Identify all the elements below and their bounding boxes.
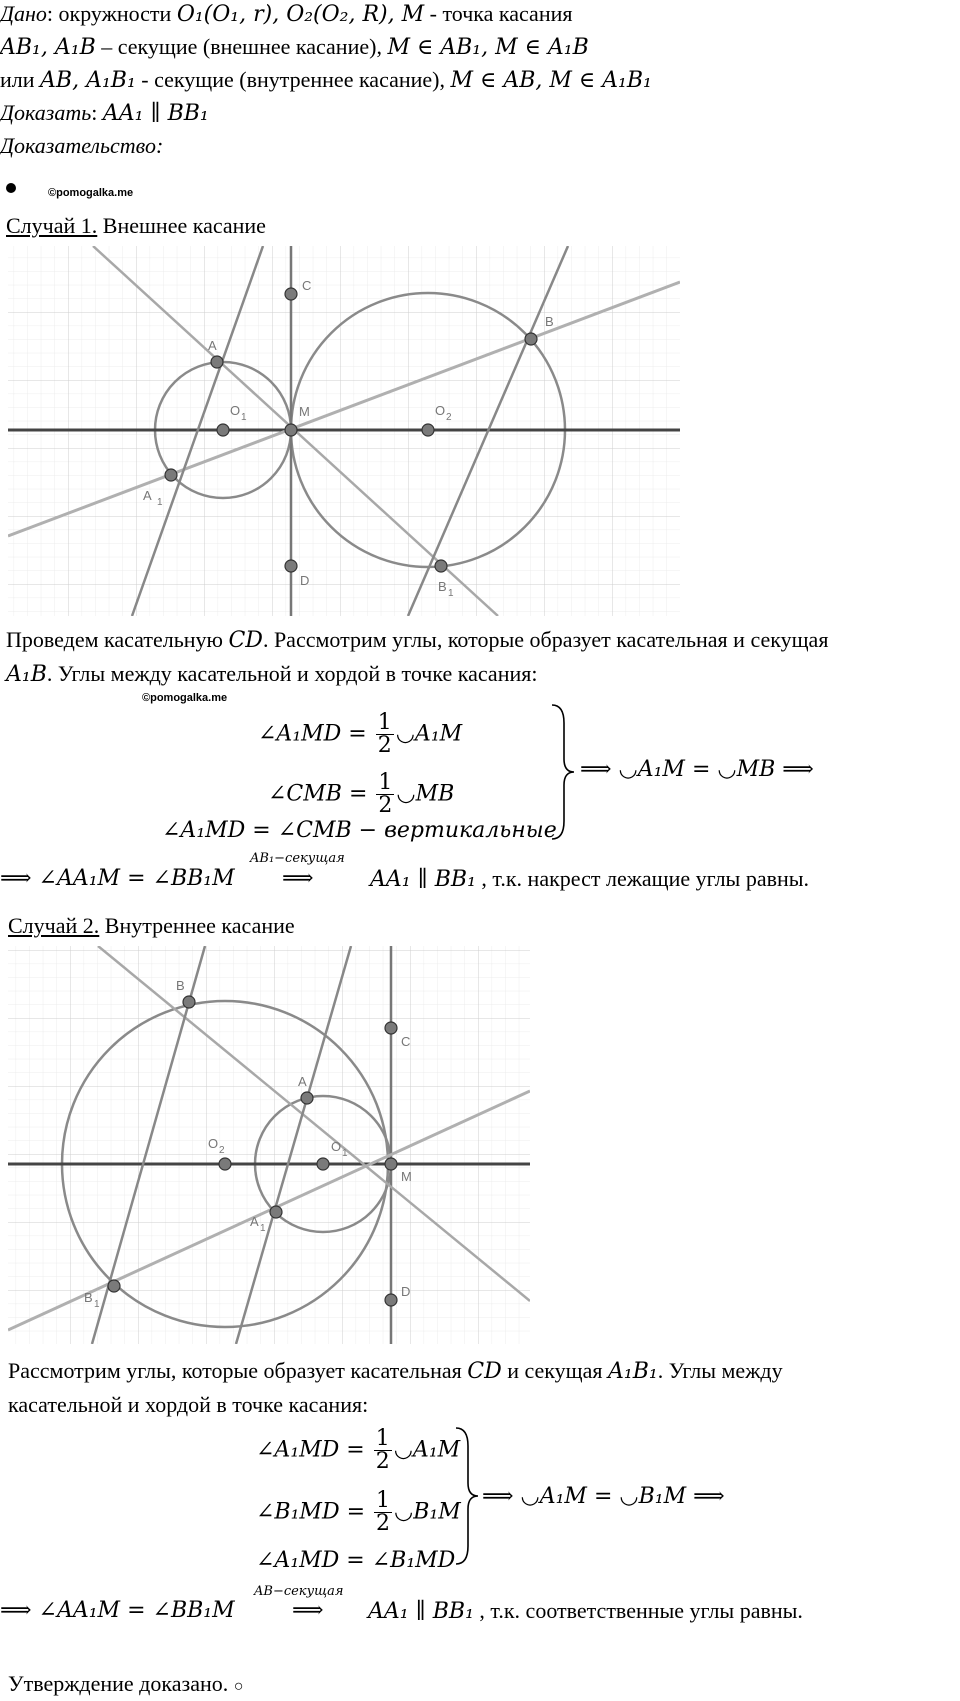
- svg-text:1: 1: [342, 1148, 348, 1159]
- case1-text-1: Проведем касательную 𝐶𝐷. Рассмотрим углы, которые образует касательная и секущая: [6, 627, 829, 653]
- label-d: D: [300, 573, 310, 588]
- point-a-2: [301, 1092, 313, 1104]
- label-c: C: [302, 278, 312, 293]
- point-o1-2: [317, 1158, 329, 1170]
- point-b-2: [183, 996, 195, 1008]
- svg-text:1: 1: [241, 412, 247, 423]
- case1-diagram: [8, 246, 680, 616]
- label-o2: O: [435, 403, 446, 418]
- point-d-2: [385, 1294, 397, 1306]
- given-line-1: Дано: окружности 𝑂₁(𝑂₁, 𝑟), 𝑂₂(𝑂₂, 𝑅), 𝑀 - точка касания: [0, 1, 573, 27]
- case1-eq-1: ∠𝐴₁𝑀𝐷 = $\frac{1}{2}$ ◡𝐴₁𝑀: [258, 710, 463, 758]
- point-a1-2: [270, 1206, 282, 1218]
- label-a-2: A: [298, 1074, 307, 1089]
- svg-text:1: 1: [94, 1299, 100, 1310]
- label-o1-2: O: [331, 1139, 342, 1154]
- case2-figure: [8, 946, 530, 1344]
- point-m-2: [385, 1158, 397, 1170]
- case2-diagram: [8, 946, 530, 1344]
- label-o1: O: [230, 403, 241, 418]
- prove-line: Доказать: 𝐴𝐴₁ ∥ 𝐵𝐵₁: [0, 100, 209, 126]
- label-o2-2: O: [208, 1136, 219, 1151]
- case1-arrow-label: 𝐴𝐵₁−секущая: [250, 851, 345, 866]
- case1-eq-3: ∠𝐴₁𝑀𝐷 = ∠𝐶𝑀𝐵 − вертикальные: [162, 818, 557, 843]
- case2-conclusion-left: ⟹ ∠𝐴𝐴₁𝑀 = ∠𝐵𝐵₁𝑀: [0, 1598, 235, 1623]
- svg-text:1: 1: [260, 1223, 266, 1234]
- case2-title: Случай 2. Внутреннее касание: [8, 913, 295, 938]
- case2-eq-2: ∠𝐵₁𝑀𝐷 = $\frac{1}{2}$ ◡𝐵₁𝑀: [256, 1488, 461, 1536]
- bullet-dot: [6, 183, 16, 193]
- final-statement: Утверждение доказано. ○: [8, 1671, 244, 1696]
- case1-conclusion-left: ⟹ ∠𝐴𝐴₁𝑀 = ∠𝐵𝐵₁𝑀: [0, 866, 235, 891]
- label-b: B: [545, 314, 554, 329]
- given-line-2: 𝐴𝐵₁, 𝐴₁𝐵 – секущие (внешнее касание), 𝑀 ∈ 𝐴𝐵₁, 𝑀 ∈ 𝐴₁𝐵: [0, 34, 589, 60]
- label-b-2: B: [176, 978, 185, 993]
- label-a: A: [208, 338, 217, 353]
- case2-arrow-label: 𝐴𝐵−секущая: [254, 1584, 344, 1599]
- case2-eq-3: ∠𝐴₁𝑀𝐷 = ∠𝐵₁𝑀𝐷: [256, 1548, 456, 1573]
- point-c-2: [385, 1022, 397, 1034]
- case2-arrow: ⟹: [292, 1598, 324, 1623]
- case1-implication: ⟹ ◡𝐴₁𝑀 = ◡𝑀𝐵 ⟹: [580, 757, 814, 782]
- watermark-1: ©pomogalka.me: [48, 187, 134, 199]
- given-label: Дано: [0, 1, 47, 26]
- point-d: [285, 560, 297, 572]
- case1-eq-2: ∠𝐶𝑀𝐵 = $\frac{1}{2}$ ◡𝑀𝐵: [268, 770, 455, 818]
- case2-brace: [452, 1426, 482, 1566]
- case1-title: Случай 1. Внешнее касание: [6, 213, 266, 238]
- proof-label: Доказательство:: [0, 133, 164, 158]
- point-a1: [165, 469, 177, 481]
- point-b1: [435, 560, 447, 572]
- label-d-2: D: [401, 1284, 411, 1299]
- case1-arrow: ⟹: [282, 866, 314, 891]
- case2-text-1: Рассмотрим углы, которые образует касательная 𝐶𝐷 и секущая 𝐴₁𝐵₁. Углы между: [8, 1358, 783, 1384]
- point-c: [285, 288, 297, 300]
- label-b1: B: [438, 579, 447, 594]
- point-o2: [422, 424, 434, 436]
- label-c-2: C: [401, 1034, 411, 1049]
- label-m-2: M: [401, 1169, 412, 1184]
- given-line-3: или 𝐴𝐵, 𝐴₁𝐵₁ - секущие (внутреннее касание), 𝑀 ∈ 𝐴𝐵, 𝑀 ∈ 𝐴₁𝐵₁: [0, 67, 652, 93]
- case1-text-2: 𝐴₁𝐵. Углы между касательной и хордой в точке касания:: [6, 661, 538, 687]
- label-a1: A: [143, 488, 152, 503]
- case2-eq-1: ∠𝐴₁𝑀𝐷 = $\frac{1}{2}$ ◡𝐴₁𝑀: [256, 1426, 461, 1474]
- svg-text:2: 2: [219, 1145, 225, 1156]
- case2-conclusion: 𝐴𝐴₁ ∥ 𝐵𝐵₁ , т.к. соответственные углы равны.: [368, 1598, 803, 1624]
- point-o1: [217, 424, 229, 436]
- case1-figure: [8, 246, 680, 616]
- case2-implication: ⟹ ◡𝐴₁𝑀 = ◡𝐵₁𝑀 ⟹: [482, 1484, 725, 1509]
- svg-text:1: 1: [448, 588, 454, 599]
- case1-conclusion: 𝐴𝐴₁ ∥ 𝐵𝐵₁ , т.к. накрест лежащие углы равны.: [370, 866, 810, 892]
- case1-brace: [548, 703, 578, 841]
- label-b1-2: B: [84, 1290, 93, 1305]
- svg-text:2: 2: [446, 412, 452, 423]
- point-a: [211, 356, 223, 368]
- point-m: [285, 424, 297, 436]
- point-b1-2: [108, 1280, 120, 1292]
- point-o2-2: [219, 1158, 231, 1170]
- point-b: [525, 333, 537, 345]
- label-a1-2: A: [250, 1214, 259, 1229]
- case2-text-2: касательной и хордой в точке касания:: [8, 1392, 369, 1417]
- svg-text:1: 1: [157, 497, 163, 508]
- watermark-2: ©pomogalka.me: [142, 692, 228, 704]
- label-m: M: [299, 404, 310, 419]
